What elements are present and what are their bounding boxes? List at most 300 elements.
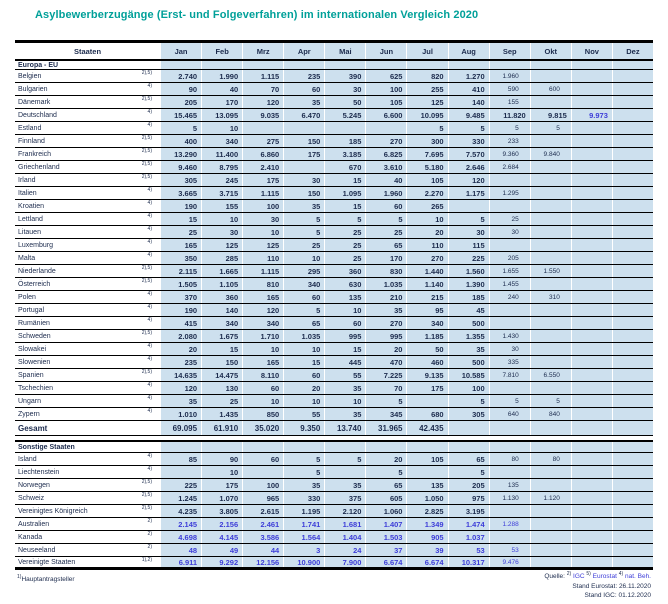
row-label: Dänemark 2),5) (15, 96, 160, 108)
value-cell-aug: 9.485 (448, 109, 489, 121)
value-cell-aug: 410 (448, 83, 489, 95)
value-cell-nov (571, 135, 612, 147)
value-cell-mai: 390 (324, 70, 365, 82)
footnote-marker: 2),5) (141, 174, 152, 180)
footnote-marker: 2),5) (141, 70, 152, 76)
value-cell-apr (283, 61, 324, 69)
table-row-spanien (15, 369, 653, 382)
value-cell-jan: 85 (160, 453, 201, 465)
column-header-mrz: Mrz (242, 43, 283, 59)
value-cell-jun: 1.960 (365, 187, 406, 199)
value-cell-jul: 2.270 (406, 187, 447, 199)
value-cell-apr: 5 (283, 226, 324, 238)
value-cell-mrz: 12.156 (242, 557, 283, 567)
value-cell-okt (530, 505, 571, 517)
value-cell-sep: 80 (489, 453, 530, 465)
value-cell-feb: 1.105 (201, 278, 242, 290)
value-cell-jun: 5 (365, 213, 406, 225)
value-cell-jun: 37 (365, 544, 406, 556)
value-cell-aug: 500 (448, 356, 489, 368)
value-cell-jan: 2.740 (160, 70, 201, 82)
source-link-eurostat[interactable]: Eurostat (592, 573, 617, 581)
value-cell-apr: 175 (283, 148, 324, 160)
value-cell-jun: 1.035 (365, 278, 406, 290)
value-cell-aug: 3.195 (448, 505, 489, 517)
value-cell-mai: 1.681 (324, 518, 365, 530)
value-cell-nov (571, 505, 612, 517)
value-cell-jan: 2.145 (160, 518, 201, 530)
row-label: Norwegen 2),5) (15, 479, 160, 491)
column-header-staaten: Staaten (73, 46, 102, 56)
table-row-slowenien (15, 356, 653, 369)
value-cell-apr: 150 (283, 135, 324, 147)
value-cell-jan (160, 61, 201, 69)
value-cell-okt (530, 317, 571, 329)
value-cell-sep: 2.684 (489, 161, 530, 173)
value-cell-apr: 15 (283, 356, 324, 368)
table-row-griechenland (15, 161, 653, 174)
table-row-norwegen (15, 479, 653, 492)
value-cell-mrz: 9.035 (242, 109, 283, 121)
value-cell-jun: 170 (365, 252, 406, 264)
value-cell-jan: 2.080 (160, 330, 201, 342)
value-cell-jul: 6.674 (406, 557, 447, 567)
value-cell-nov (571, 161, 612, 173)
row-label: Spanien 2),5) (15, 369, 160, 381)
value-cell-mai: 25 (324, 226, 365, 238)
value-cell-jan: 25 (160, 226, 201, 238)
value-cell-dez (612, 161, 653, 173)
value-cell-jun (365, 122, 406, 134)
value-cell-sep: 1.430 (489, 330, 530, 342)
value-cell-dez (612, 148, 653, 160)
value-cell-dez (612, 317, 653, 329)
value-cell-mai: 1.095 (324, 187, 365, 199)
footnote-marker: 4) (147, 252, 152, 258)
row-label: Irland 2),5) (15, 174, 160, 186)
value-cell-dez (612, 421, 653, 435)
value-cell-mrz: 175 (242, 174, 283, 186)
value-cell-aug: 205 (448, 479, 489, 491)
footnote-marker: 2),5) (141, 369, 152, 375)
value-cell-mai: 5 (324, 213, 365, 225)
value-cell-feb: 340 (201, 135, 242, 147)
value-cell-jul: 50 (406, 343, 447, 355)
row-label: Niederlande 2),5) (15, 265, 160, 277)
value-cell-mrz: 44 (242, 544, 283, 556)
value-cell-dez (612, 557, 653, 567)
value-cell-jul: 265 (406, 200, 447, 212)
value-cell-jul: 1.185 (406, 330, 447, 342)
value-cell-apr (283, 161, 324, 173)
value-cell-nov (571, 544, 612, 556)
value-cell-feb: 140 (201, 304, 242, 316)
table-row-italien (15, 187, 653, 200)
value-cell-dez (612, 61, 653, 69)
value-cell-jun: 65 (365, 479, 406, 491)
value-cell-dez (612, 492, 653, 504)
value-cell-sep (489, 317, 530, 329)
value-cell-sep: 1.130 (489, 492, 530, 504)
value-cell-nov (571, 421, 612, 435)
asylum-statistics-table (15, 40, 653, 570)
value-cell-nov (571, 122, 612, 134)
value-cell-mrz: 1.115 (242, 265, 283, 277)
value-cell-aug: 5 (448, 213, 489, 225)
value-cell-jan: 165 (160, 239, 201, 251)
value-cell-aug: 305 (448, 408, 489, 420)
table-row-tschechien (15, 382, 653, 395)
table-row-bulgarien (15, 83, 653, 96)
footnote-marker: 4) (147, 343, 152, 349)
value-cell-jul: 1.440 (406, 265, 447, 277)
value-cell-sep: 640 (489, 408, 530, 420)
footnote-marker: 4) (147, 239, 152, 245)
footnote-marker: 4) (147, 356, 152, 362)
value-cell-nov (571, 187, 612, 199)
value-cell-nov (571, 213, 612, 225)
value-cell-okt (530, 161, 571, 173)
value-cell-jul: 255 (406, 83, 447, 95)
value-cell-feb: 9.292 (201, 557, 242, 567)
value-cell-mai: 670 (324, 161, 365, 173)
row-label: Bulgarien 4) (15, 83, 160, 95)
value-cell-nov (571, 343, 612, 355)
footnote-marker: 4) (147, 226, 152, 232)
table-row-kanada (15, 531, 653, 544)
value-cell-feb (201, 442, 242, 452)
value-cell-mai: 13.740 (324, 421, 365, 435)
value-cell-feb: 1.675 (201, 330, 242, 342)
table-row-schweiz (15, 492, 653, 505)
value-cell-okt: 5 (530, 122, 571, 134)
row-label: Ungarn 4) (15, 395, 160, 407)
value-cell-jul (406, 61, 447, 69)
footnote-marker: 1) (17, 574, 22, 580)
value-cell-nov (571, 395, 612, 407)
stand-igc: Stand IGC: 01.12.2020 (584, 592, 651, 600)
row-label: Frankreich 2),5) (15, 148, 160, 160)
column-header-feb: Feb (201, 43, 242, 59)
value-cell-dez (612, 505, 653, 517)
value-cell-aug: 1.355 (448, 330, 489, 342)
value-cell-jan: 1.245 (160, 492, 201, 504)
value-cell-sep: 590 (489, 83, 530, 95)
value-cell-aug: 185 (448, 291, 489, 303)
footnote-marker: 4) (147, 466, 152, 472)
value-cell-okt (530, 239, 571, 251)
value-cell-feb: 90 (201, 453, 242, 465)
value-cell-dez (612, 453, 653, 465)
value-cell-sep: 30 (489, 343, 530, 355)
table-row-danemark (15, 96, 653, 109)
value-cell-mai: 10 (324, 304, 365, 316)
value-cell-aug: 115 (448, 239, 489, 251)
value-cell-okt: 5 (530, 395, 571, 407)
value-cell-mai: 185 (324, 135, 365, 147)
value-cell-jul: 270 (406, 252, 447, 264)
value-cell-mai: 35 (324, 382, 365, 394)
value-cell-sep (489, 442, 530, 452)
footnote-marker: 2),5) (141, 505, 152, 511)
value-cell-aug: 30 (448, 226, 489, 238)
value-cell-mai: 995 (324, 330, 365, 342)
value-cell-nov (571, 531, 612, 543)
value-cell-sep: 11.820 (489, 109, 530, 121)
value-cell-jul: 820 (406, 70, 447, 82)
value-cell-aug: 10.585 (448, 369, 489, 381)
value-cell-jan: 14.635 (160, 369, 201, 381)
value-cell-apr: 60 (283, 291, 324, 303)
value-cell-mai: 24 (324, 544, 365, 556)
value-cell-sep: 240 (489, 291, 530, 303)
row-label: Europa - EU (15, 61, 160, 69)
source-link-nat-beh-[interactable]: nat. Beh. (624, 573, 651, 581)
source-link-igc[interactable]: IGC (573, 573, 585, 581)
value-cell-dez (612, 544, 653, 556)
value-cell-jan: 15 (160, 213, 201, 225)
value-cell-aug: 5 (448, 395, 489, 407)
value-cell-nov (571, 304, 612, 316)
footnote-marker: 2),5) (141, 278, 152, 284)
value-cell-mai: 135 (324, 291, 365, 303)
value-cell-mrz: 340 (242, 317, 283, 329)
value-cell-mrz: 120 (242, 304, 283, 316)
value-cell-okt (530, 479, 571, 491)
value-cell-okt: 840 (530, 408, 571, 420)
value-cell-dez (612, 395, 653, 407)
value-cell-feb: 175 (201, 479, 242, 491)
row-label: Liechtenstein 4) (15, 466, 160, 478)
value-cell-okt: 6.550 (530, 369, 571, 381)
footnote-marker: 4) (147, 317, 152, 323)
value-cell-jul (406, 395, 447, 407)
table-row-neuseeland (15, 544, 653, 557)
table-row-luxemburg (15, 239, 653, 252)
value-cell-jan: 3.665 (160, 187, 201, 199)
value-cell-okt (530, 278, 571, 290)
value-cell-aug: 1.270 (448, 70, 489, 82)
footnote-marker: 1),2) (141, 557, 152, 563)
value-cell-okt (530, 304, 571, 316)
value-cell-mrz: 10 (242, 395, 283, 407)
value-cell-jul: 10.095 (406, 109, 447, 121)
value-cell-mai: 1.404 (324, 531, 365, 543)
value-cell-dez (612, 531, 653, 543)
value-cell-jan: 225 (160, 479, 201, 491)
value-cell-mrz: 110 (242, 252, 283, 264)
value-cell-apr: 35 (283, 96, 324, 108)
value-cell-jan: 5 (160, 122, 201, 134)
value-cell-feb: 150 (201, 356, 242, 368)
value-cell-sep: 9.360 (489, 148, 530, 160)
value-cell-mai: 15 (324, 343, 365, 355)
value-cell-jun: 7.225 (365, 369, 406, 381)
value-cell-sep (489, 304, 530, 316)
row-label: Finnland 2),5) (15, 135, 160, 147)
value-cell-mrz: 850 (242, 408, 283, 420)
value-cell-jul: 2.825 (406, 505, 447, 517)
value-cell-okt (530, 213, 571, 225)
value-cell-okt (530, 330, 571, 342)
value-cell-apr: 330 (283, 492, 324, 504)
value-cell-aug: 1.390 (448, 278, 489, 290)
value-cell-sep (489, 421, 530, 435)
row-label: Zypern 4) (15, 408, 160, 420)
value-cell-mai: 5.245 (324, 109, 365, 121)
value-cell-okt (530, 557, 571, 567)
value-cell-feb: 11.400 (201, 148, 242, 160)
row-label: Vereinigte Staaten 1),2) (15, 557, 160, 567)
value-cell-feb: 340 (201, 317, 242, 329)
value-cell-jun: 35 (365, 304, 406, 316)
value-cell-mai: 30 (324, 83, 365, 95)
value-cell-okt (530, 187, 571, 199)
value-cell-jun: 210 (365, 291, 406, 303)
column-header-sep: Sep (489, 43, 530, 59)
value-cell-feb: 14.475 (201, 369, 242, 381)
value-cell-sep (489, 239, 530, 251)
column-header-nov: Nov (571, 43, 612, 59)
value-cell-jan: 9.460 (160, 161, 201, 173)
column-header-aug: Aug (448, 43, 489, 59)
value-cell-aug: 7.570 (448, 148, 489, 160)
footnote-marker: 4) (147, 187, 152, 193)
value-cell-dez (612, 382, 653, 394)
value-cell-jun: 70 (365, 382, 406, 394)
value-cell-okt (530, 96, 571, 108)
value-cell-jun: 345 (365, 408, 406, 420)
value-cell-mai: 5 (324, 453, 365, 465)
value-cell-feb: 8.795 (201, 161, 242, 173)
value-cell-nov (571, 291, 612, 303)
value-cell-mrz: 100 (242, 479, 283, 491)
value-cell-nov (571, 239, 612, 251)
value-cell-sep (489, 466, 530, 478)
value-cell-nov (571, 442, 612, 452)
row-label: Slowenien 4) (15, 356, 160, 368)
value-cell-apr: 5 (283, 453, 324, 465)
table-row-irland (15, 174, 653, 187)
value-cell-okt (530, 252, 571, 264)
value-cell-sep: 1.655 (489, 265, 530, 277)
value-cell-jun: 6.674 (365, 557, 406, 567)
value-cell-sep (489, 174, 530, 186)
value-cell-jul: 175 (406, 382, 447, 394)
column-header-jun: Jun (365, 43, 406, 59)
value-cell-okt (530, 466, 571, 478)
value-cell-nov (571, 369, 612, 381)
value-cell-apr: 10 (283, 395, 324, 407)
value-cell-jun: 105 (365, 96, 406, 108)
footnote-marker: 2),5) (141, 96, 152, 102)
value-cell-mrz: 35.020 (242, 421, 283, 435)
value-cell-jan: 1.010 (160, 408, 201, 420)
value-cell-mai: 15 (324, 174, 365, 186)
value-cell-dez (612, 466, 653, 478)
row-label: Schweiz 2),5) (15, 492, 160, 504)
value-cell-jun: 5 (365, 466, 406, 478)
value-cell-dez (612, 239, 653, 251)
table-row-finnland (15, 135, 653, 148)
value-cell-mrz: 30 (242, 213, 283, 225)
value-cell-dez (612, 330, 653, 342)
value-cell-apr: 35 (283, 479, 324, 491)
value-cell-dez (612, 304, 653, 316)
table-sources (544, 570, 651, 601)
value-cell-mrz: 3.586 (242, 531, 283, 543)
value-cell-jan: 205 (160, 96, 201, 108)
value-cell-aug: 500 (448, 317, 489, 329)
table-row-rumanien (15, 317, 653, 330)
value-cell-jul: 905 (406, 531, 447, 543)
value-cell-dez (612, 252, 653, 264)
value-cell-jun: 625 (365, 70, 406, 82)
value-cell-jun: 830 (365, 265, 406, 277)
value-cell-aug: 975 (448, 492, 489, 504)
value-cell-nov (571, 83, 612, 95)
value-cell-jan: 305 (160, 174, 201, 186)
value-cell-jul: 5.180 (406, 161, 447, 173)
value-cell-okt: 1.550 (530, 265, 571, 277)
value-cell-jul: 1.050 (406, 492, 447, 504)
row-label: Vereinigtes Königreich 2),5) (15, 505, 160, 517)
value-cell-feb: 49 (201, 544, 242, 556)
value-cell-nov (571, 70, 612, 82)
table-row-kroatien (15, 200, 653, 213)
value-cell-jan: 190 (160, 304, 201, 316)
value-cell-okt: 310 (530, 291, 571, 303)
value-cell-aug: 140 (448, 96, 489, 108)
value-cell-jul: 1.349 (406, 518, 447, 530)
value-cell-nov (571, 479, 612, 491)
row-label: Polen 4) (15, 291, 160, 303)
column-header-okt: Okt (530, 43, 571, 59)
footnote-marker: 4) (147, 291, 152, 297)
value-cell-jun: 6.825 (365, 148, 406, 160)
value-cell-sep: 25 (489, 213, 530, 225)
value-cell-mai: 360 (324, 265, 365, 277)
value-cell-apr: 1.195 (283, 505, 324, 517)
value-cell-aug (448, 442, 489, 452)
value-cell-nov (571, 518, 612, 530)
value-cell-apr: 1.564 (283, 531, 324, 543)
value-cell-okt (530, 531, 571, 543)
value-cell-feb: 1.665 (201, 265, 242, 277)
row-label: Lettland 4) (15, 213, 160, 225)
value-cell-aug (448, 421, 489, 435)
value-cell-nov (571, 148, 612, 160)
value-cell-feb: 40 (201, 83, 242, 95)
value-cell-feb: 170 (201, 96, 242, 108)
value-cell-feb: 2.156 (201, 518, 242, 530)
footnote-marker: 4) (147, 109, 152, 115)
table-row-estland (15, 122, 653, 135)
value-cell-nov (571, 453, 612, 465)
value-cell-dez (612, 265, 653, 277)
footnote-marker: 4) (147, 122, 152, 128)
value-cell-mrz: 60 (242, 453, 283, 465)
value-cell-okt: 9.815 (530, 109, 571, 121)
value-cell-jun: 65 (365, 239, 406, 251)
value-cell-okt (530, 70, 571, 82)
value-cell-dez (612, 135, 653, 147)
value-cell-jun (365, 61, 406, 69)
value-cell-nov (571, 408, 612, 420)
value-cell-feb: 25 (201, 395, 242, 407)
value-cell-aug (448, 61, 489, 69)
value-cell-okt (530, 382, 571, 394)
